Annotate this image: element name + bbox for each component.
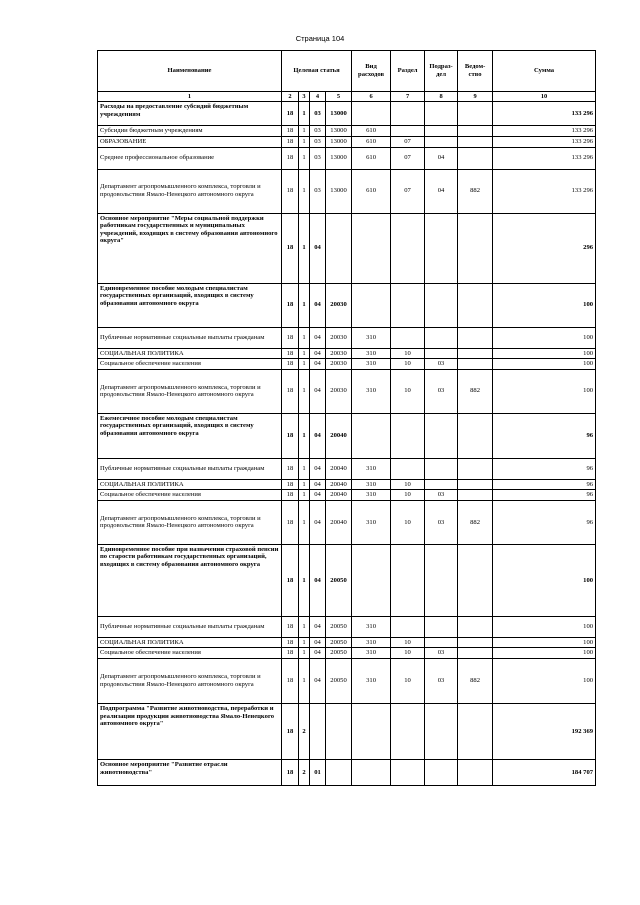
section-cell [391,327,425,348]
expense-type-cell [352,213,391,283]
sum-cell: 192 369 [493,703,596,759]
section-cell: 10 [391,348,425,359]
sum-cell: 100 [493,616,596,637]
table-row [98,136,596,147]
sum-cell: 184 707 [493,759,596,785]
table-row [98,500,596,544]
event-code-cell: 04 [310,369,326,413]
column-header-department: Ведом-ство [458,51,493,92]
event-code-cell: 04 [310,458,326,479]
subsection-cell [425,213,458,283]
department-cell: 882 [458,658,493,703]
table-row [98,759,596,785]
direction-code-cell: 20050 [326,637,352,648]
section-cell: 07 [391,147,425,169]
direction-code-cell: 20040 [326,479,352,490]
program-code-cell: 18 [282,637,299,648]
sum-cell: 296 [493,213,596,283]
department-cell [458,648,493,659]
section-cell: 10 [391,500,425,544]
department-cell [458,283,493,327]
expense-type-cell: 610 [352,169,391,213]
expense-type-cell: 310 [352,359,391,370]
event-code-cell: 04 [310,213,326,283]
table-body [98,102,596,786]
subprogram-code-cell: 1 [299,616,310,637]
row-name-cell: Ежемесячное пособие молодым специалистам государственных организаций, входящих в систему образования автономного округа [98,413,282,458]
direction-code-cell: 20030 [326,283,352,327]
subsection-cell [425,616,458,637]
column-number-row [98,92,596,102]
program-code-cell: 18 [282,703,299,759]
sum-cell: 96 [493,413,596,458]
sum-cell: 100 [493,369,596,413]
subprogram-code-cell: 1 [299,458,310,479]
direction-code-cell: 13000 [326,102,352,126]
department-cell [458,703,493,759]
table-row [98,147,596,169]
column-number: 10 [493,92,596,102]
event-code-cell: 03 [310,126,326,137]
sum-cell: 96 [493,479,596,490]
column-header-name: Наименование [98,51,282,92]
subsection-cell [425,126,458,137]
sum-cell: 133 296 [493,102,596,126]
subprogram-code-cell: 2 [299,703,310,759]
expense-type-cell: 310 [352,348,391,359]
table-row [98,637,596,648]
subprogram-code-cell: 1 [299,544,310,616]
row-name-cell: Основное мероприятие "Меры социальной поддержки работникам государственных и муниципальных учреждений, входящих в систему образования автономного округа" [98,213,282,283]
subprogram-code-cell: 1 [299,213,310,283]
table-row [98,479,596,490]
header-row [98,51,596,92]
direction-code-cell: 20040 [326,490,352,501]
program-code-cell: 18 [282,544,299,616]
department-cell [458,458,493,479]
subsection-cell: 03 [425,490,458,501]
table-row [98,658,596,703]
subprogram-code-cell: 1 [299,648,310,659]
program-code-cell: 18 [282,359,299,370]
subprogram-code-cell: 1 [299,413,310,458]
row-name-cell: ОБРАЗОВАНИЕ [98,136,282,147]
expense-type-cell [352,544,391,616]
program-code-cell: 18 [282,348,299,359]
expense-type-cell [352,283,391,327]
row-name-cell: Расходы на предоставление субсидий бюджетным учреждениям [98,102,282,126]
column-number: 4 [310,92,326,102]
subsection-cell [425,703,458,759]
direction-code-cell: 20050 [326,616,352,637]
expense-type-cell: 310 [352,616,391,637]
sum-cell: 100 [493,359,596,370]
table-row [98,283,596,327]
direction-code-cell: 13000 [326,126,352,137]
row-name-cell: Социальное обеспечение населения [98,359,282,370]
expense-type-cell: 610 [352,126,391,137]
section-cell [391,283,425,327]
column-number: 7 [391,92,425,102]
column-header-target: Целевая статья [282,51,352,92]
table-row [98,213,596,283]
department-cell [458,102,493,126]
event-code-cell: 03 [310,147,326,169]
subsection-cell [425,479,458,490]
event-code-cell: 04 [310,359,326,370]
direction-code-cell: 20040 [326,413,352,458]
sum-cell: 96 [493,458,596,479]
section-cell: 10 [391,369,425,413]
subprogram-code-cell: 1 [299,136,310,147]
row-name-cell: Департамент агропромышленного комплекса, торговли и продовольствия Ямало-Ненецкого автономного округа [98,658,282,703]
department-cell: 882 [458,500,493,544]
row-name-cell: Департамент агропромышленного комплекса, торговли и продовольствия Ямало-Ненецкого автономного округа [98,369,282,413]
section-cell: 10 [391,479,425,490]
subsection-cell: 04 [425,169,458,213]
column-number: 2 [282,92,299,102]
section-cell [391,544,425,616]
program-code-cell: 18 [282,102,299,126]
subsection-cell [425,413,458,458]
direction-code-cell: 20030 [326,348,352,359]
subprogram-code-cell: 1 [299,348,310,359]
program-code-cell: 18 [282,500,299,544]
row-name-cell: Департамент агропромышленного комплекса, торговли и продовольствия Ямало-Ненецкого автономного округа [98,500,282,544]
subprogram-code-cell: 1 [299,490,310,501]
direction-code-cell: 20030 [326,327,352,348]
row-name-cell: Единовременное пособие при назначении страховой пенсии по старости работникам государственных организаций, входящих в систему образования автономного округа [98,544,282,616]
program-code-cell: 18 [282,327,299,348]
sum-cell: 96 [493,490,596,501]
event-code-cell: 04 [310,283,326,327]
event-code-cell: 03 [310,136,326,147]
column-header-subsection: Подраз-дел [425,51,458,92]
section-cell [391,126,425,137]
table-row [98,458,596,479]
direction-code-cell: 20050 [326,658,352,703]
expense-type-cell: 310 [352,658,391,703]
subprogram-code-cell: 1 [299,500,310,544]
department-cell [458,479,493,490]
department-cell [458,759,493,785]
table-row [98,126,596,137]
expense-type-cell: 310 [352,500,391,544]
department-cell [458,126,493,137]
program-code-cell: 18 [282,458,299,479]
table-row [98,348,596,359]
sum-cell: 100 [493,327,596,348]
subsection-cell: 03 [425,648,458,659]
subprogram-code-cell: 1 [299,169,310,213]
program-code-cell: 18 [282,126,299,137]
department-cell [458,637,493,648]
department-cell: 882 [458,169,493,213]
direction-code-cell: 13000 [326,147,352,169]
subprogram-code-cell: 1 [299,479,310,490]
program-code-cell: 18 [282,413,299,458]
table-row [98,327,596,348]
row-name-cell: Социальное обеспечение населения [98,490,282,501]
subprogram-code-cell: 2 [299,759,310,785]
subsection-cell [425,759,458,785]
section-cell [391,703,425,759]
row-name-cell: Публичные нормативные социальные выплаты гражданам [98,458,282,479]
expense-type-cell: 310 [352,648,391,659]
expense-type-cell: 310 [352,479,391,490]
row-name-cell: Социальное обеспечение населения [98,648,282,659]
table-row [98,616,596,637]
event-code-cell: 04 [310,479,326,490]
direction-code-cell: 20040 [326,458,352,479]
expense-type-cell: 610 [352,147,391,169]
section-cell: 10 [391,490,425,501]
row-name-cell: Среднее профессиональное образование [98,147,282,169]
section-cell [391,102,425,126]
table-row [98,102,596,126]
expense-type-cell [352,413,391,458]
sum-cell: 100 [493,544,596,616]
column-header-expense-type: Вид расходов [352,51,391,92]
budget-table [97,50,596,786]
column-number: 1 [98,92,282,102]
sum-cell: 133 296 [493,136,596,147]
row-name-cell: Единовременное пособие молодым специалистам государственных организаций, входящих в систему образования автономного округа [98,283,282,327]
sum-cell: 133 296 [493,169,596,213]
sum-cell: 100 [493,648,596,659]
subsection-cell [425,327,458,348]
section-cell [391,213,425,283]
direction-code-cell: 13000 [326,169,352,213]
row-name-cell: Департамент агропромышленного комплекса, торговли и продовольствия Ямало-Ненецкого автономного округа [98,169,282,213]
program-code-cell: 18 [282,490,299,501]
program-code-cell: 18 [282,369,299,413]
expense-type-cell: 310 [352,458,391,479]
section-cell [391,616,425,637]
program-code-cell: 18 [282,759,299,785]
expense-type-cell: 310 [352,369,391,413]
section-cell: 07 [391,169,425,213]
column-number: 9 [458,92,493,102]
program-code-cell: 18 [282,283,299,327]
event-code-cell: 03 [310,169,326,213]
event-code-cell: 04 [310,500,326,544]
row-name-cell: СОЦИАЛЬНАЯ ПОЛИТИКА [98,348,282,359]
subsection-cell: 03 [425,359,458,370]
row-name-cell: Субсидии бюджетным учреждениям [98,126,282,137]
direction-code-cell: 20040 [326,500,352,544]
column-number: 6 [352,92,391,102]
event-code-cell: 04 [310,348,326,359]
section-cell [391,759,425,785]
subprogram-code-cell: 1 [299,327,310,348]
expense-type-cell [352,759,391,785]
row-name-cell: Подпрограмма "Развитие животноводства, переработки и реализации продукции животноводства Ямало-Ненецкого автономного округа" [98,703,282,759]
direction-code-cell [326,703,352,759]
table-row [98,648,596,659]
event-code-cell: 04 [310,637,326,648]
program-code-cell: 18 [282,169,299,213]
sum-cell: 96 [493,500,596,544]
table-row [98,359,596,370]
subsection-cell: 03 [425,658,458,703]
department-cell [458,213,493,283]
column-header-section: Раздел [391,51,425,92]
subprogram-code-cell: 1 [299,637,310,648]
department-cell [458,359,493,370]
row-name-cell: Основное мероприятие "Развитие отрасли животноводства" [98,759,282,785]
subprogram-code-cell: 1 [299,369,310,413]
direction-code-cell: 20050 [326,544,352,616]
program-code-cell: 18 [282,648,299,659]
department-cell [458,327,493,348]
direction-code-cell: 13000 [326,136,352,147]
department-cell [458,136,493,147]
sum-cell: 133 296 [493,126,596,137]
subsection-cell: 03 [425,369,458,413]
department-cell [458,616,493,637]
row-name-cell: СОЦИАЛЬНАЯ ПОЛИТИКА [98,637,282,648]
sum-cell: 100 [493,348,596,359]
section-cell: 10 [391,658,425,703]
sum-cell: 100 [493,658,596,703]
section-cell: 10 [391,359,425,370]
event-code-cell: 04 [310,413,326,458]
section-cell: 10 [391,648,425,659]
department-cell [458,348,493,359]
subsection-cell [425,136,458,147]
sum-cell: 133 296 [493,147,596,169]
event-code-cell: 03 [310,102,326,126]
program-code-cell: 18 [282,136,299,147]
page-number-header: Страница 104 [295,34,345,43]
event-code-cell: 04 [310,327,326,348]
subprogram-code-cell: 1 [299,283,310,327]
section-cell [391,458,425,479]
subsection-cell [425,458,458,479]
expense-type-cell [352,102,391,126]
program-code-cell: 18 [282,213,299,283]
row-name-cell: СОЦИАЛЬНАЯ ПОЛИТИКА [98,479,282,490]
department-cell [458,147,493,169]
expense-type-cell: 310 [352,327,391,348]
direction-code-cell: 20030 [326,359,352,370]
event-code-cell: 04 [310,490,326,501]
subsection-cell [425,544,458,616]
direction-code-cell [326,213,352,283]
section-cell: 07 [391,136,425,147]
section-cell: 10 [391,637,425,648]
subsection-cell: 03 [425,500,458,544]
sum-cell: 100 [493,283,596,327]
program-code-cell: 18 [282,147,299,169]
direction-code-cell: 20030 [326,369,352,413]
table-row [98,544,596,616]
event-code-cell: 01 [310,759,326,785]
column-number: 5 [326,92,352,102]
direction-code-cell [326,759,352,785]
event-code-cell: 04 [310,616,326,637]
program-code-cell: 18 [282,479,299,490]
column-header-sum: Сумма [493,51,596,92]
subprogram-code-cell: 1 [299,658,310,703]
department-cell [458,413,493,458]
subsection-cell [425,283,458,327]
direction-code-cell: 20050 [326,648,352,659]
row-name-cell: Публичные нормативные социальные выплаты гражданам [98,327,282,348]
subprogram-code-cell: 1 [299,126,310,137]
column-number: 3 [299,92,310,102]
expense-type-cell: 610 [352,136,391,147]
department-cell [458,544,493,616]
program-code-cell: 18 [282,658,299,703]
sum-cell: 100 [493,637,596,648]
table-row [98,169,596,213]
subsection-cell: 04 [425,147,458,169]
department-cell: 882 [458,369,493,413]
expense-type-cell [352,703,391,759]
column-number: 8 [425,92,458,102]
expense-type-cell: 310 [352,490,391,501]
table-row [98,413,596,458]
program-code-cell: 18 [282,616,299,637]
event-code-cell: 04 [310,658,326,703]
event-code-cell [310,703,326,759]
section-cell [391,413,425,458]
table-row [98,369,596,413]
subprogram-code-cell: 1 [299,147,310,169]
table-row [98,703,596,759]
subsection-cell [425,102,458,126]
row-name-cell: Публичные нормативные социальные выплаты гражданам [98,616,282,637]
table-row [98,490,596,501]
subprogram-code-cell: 1 [299,102,310,126]
subprogram-code-cell: 1 [299,359,310,370]
event-code-cell: 04 [310,544,326,616]
subsection-cell [425,637,458,648]
department-cell [458,490,493,501]
expense-type-cell: 310 [352,637,391,648]
event-code-cell: 04 [310,648,326,659]
subsection-cell [425,348,458,359]
